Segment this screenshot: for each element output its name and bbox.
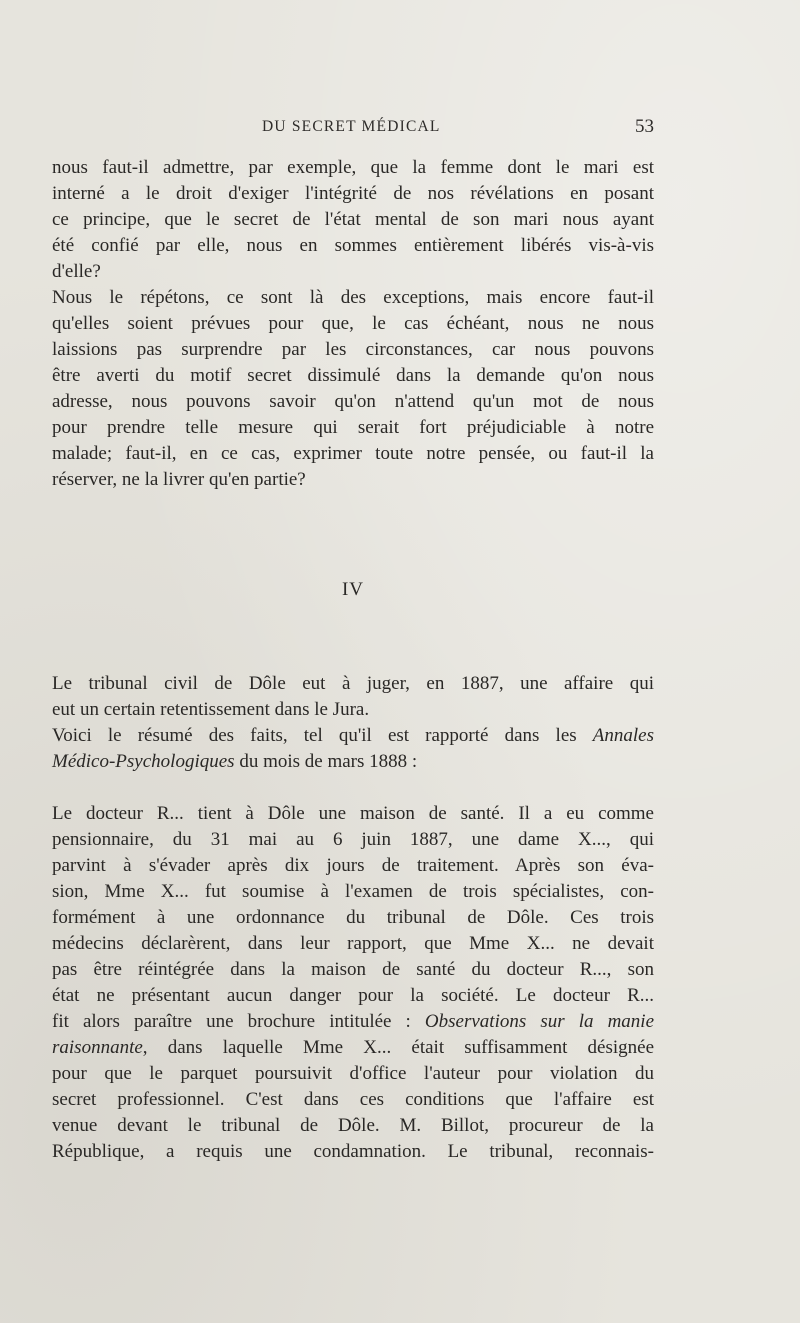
text-fragment: du mois de mars 1888 : [234, 751, 418, 772]
text-line: nous faut-il admettre, par exemple, que la femme dont le mari est [52, 157, 654, 178]
text-line: d'elle? [52, 261, 101, 282]
running-head: DU SECRET MÉDICAL [262, 118, 441, 135]
text-line [52, 1009, 654, 1035]
text-line: interné a le droit d'exiger l'intégrité de nos révélations en posant [52, 183, 654, 204]
text-line: Le tribunal civil de Dôle eut à juger, en 1887, une affaire qui [52, 673, 654, 694]
text-line: été confié par elle, nous en sommes entièrement libérés vis-à-vis [52, 235, 654, 256]
text-line: Le docteur R... tient à Dôle une maison de santé. Il a eu comme [52, 803, 654, 824]
text-line: pensionnaire, du 31 mai au 6 juin 1887, une dame X..., qui [52, 829, 654, 850]
page-header [52, 116, 654, 142]
text-line: secret professionnel. C'est dans ces conditions que l'affaire est [52, 1089, 654, 1110]
text-line [52, 749, 654, 775]
text-line [52, 1035, 654, 1061]
section-heading: IV [341, 579, 365, 600]
text-line: pour que le parquet poursuivit d'office l'auteur pour violation du [52, 1063, 654, 1084]
journal-title-italic: Médico-Psychologiques [52, 751, 235, 772]
text-line: malade; faut-il, en ce cas, exprimer toute notre pensée, ou faut-il la [52, 443, 654, 464]
text-fragment: Voici le résumé des faits, tel qu'il est rapporté dans les [52, 725, 593, 746]
text-line: parvint à s'évader après dix jours de traitement. Après son éva- [52, 855, 654, 876]
text-line: réserver, ne la livrer qu'en partie? [52, 469, 306, 490]
journal-title-italic: Annales [592, 725, 654, 746]
paragraph-3 [52, 671, 654, 723]
text-line: être averti du motif secret dissimulé dans la demande qu'on nous [52, 365, 654, 386]
brochure-title-italic: raisonnante [52, 1037, 143, 1058]
page-number: 53 [635, 116, 654, 137]
text-line: Nous le répétons, ce sont là des exceptions, mais encore faut-il [52, 287, 654, 308]
paragraph-2 [52, 285, 654, 493]
text-line: eut un certain retentissement dans le Jura. [52, 699, 370, 720]
text-line: pas être réintégrée dans la maison de santé du docteur R..., son [52, 959, 654, 980]
text-line [52, 723, 654, 749]
blank-line [52, 775, 654, 801]
text-line: République, a requis une condamnation. Le tribunal, reconnais- [52, 1141, 654, 1162]
paragraph-1 [52, 155, 654, 285]
text-line: état ne présentant aucun danger pour la société. Le docteur R... [52, 985, 654, 1006]
body-text [52, 155, 654, 1165]
text-line: formément à une ordonnance du tribunal de Dôle. Ces trois [52, 907, 654, 928]
text-line: ce principe, que le secret de l'état mental de son mari nous ayant [52, 209, 654, 230]
text-line: venue devant le tribunal de Dôle. M. Billot, procureur de la [52, 1115, 654, 1136]
text-line: médecins déclarèrent, dans leur rapport, que Mme X... ne devait [52, 933, 654, 954]
brochure-title-italic: Observations sur la manie [424, 1011, 655, 1032]
text-line: sion, Mme X... fut soumise à l'examen de trois spécialistes, con- [52, 881, 654, 902]
section-break [52, 493, 654, 671]
paragraph-5 [52, 801, 654, 1165]
text-fragment: fit alors paraître une brochure intitulée : [52, 1011, 425, 1032]
text-line: qu'elles soient prévues pour que, le cas échéant, nous ne nous [52, 313, 654, 334]
text-line: laissions pas surprendre par les circonstances, car nous pouvons [52, 339, 654, 360]
text-line: adresse, nous pouvons savoir qu'on n'attend qu'un mot de nous [52, 391, 654, 412]
paragraph-4 [52, 723, 654, 775]
text-line: pour prendre telle mesure qui serait fort préjudiciable à notre [52, 417, 654, 438]
text-fragment: , dans laquelle Mme X... était suffisamment désignée [142, 1037, 654, 1058]
